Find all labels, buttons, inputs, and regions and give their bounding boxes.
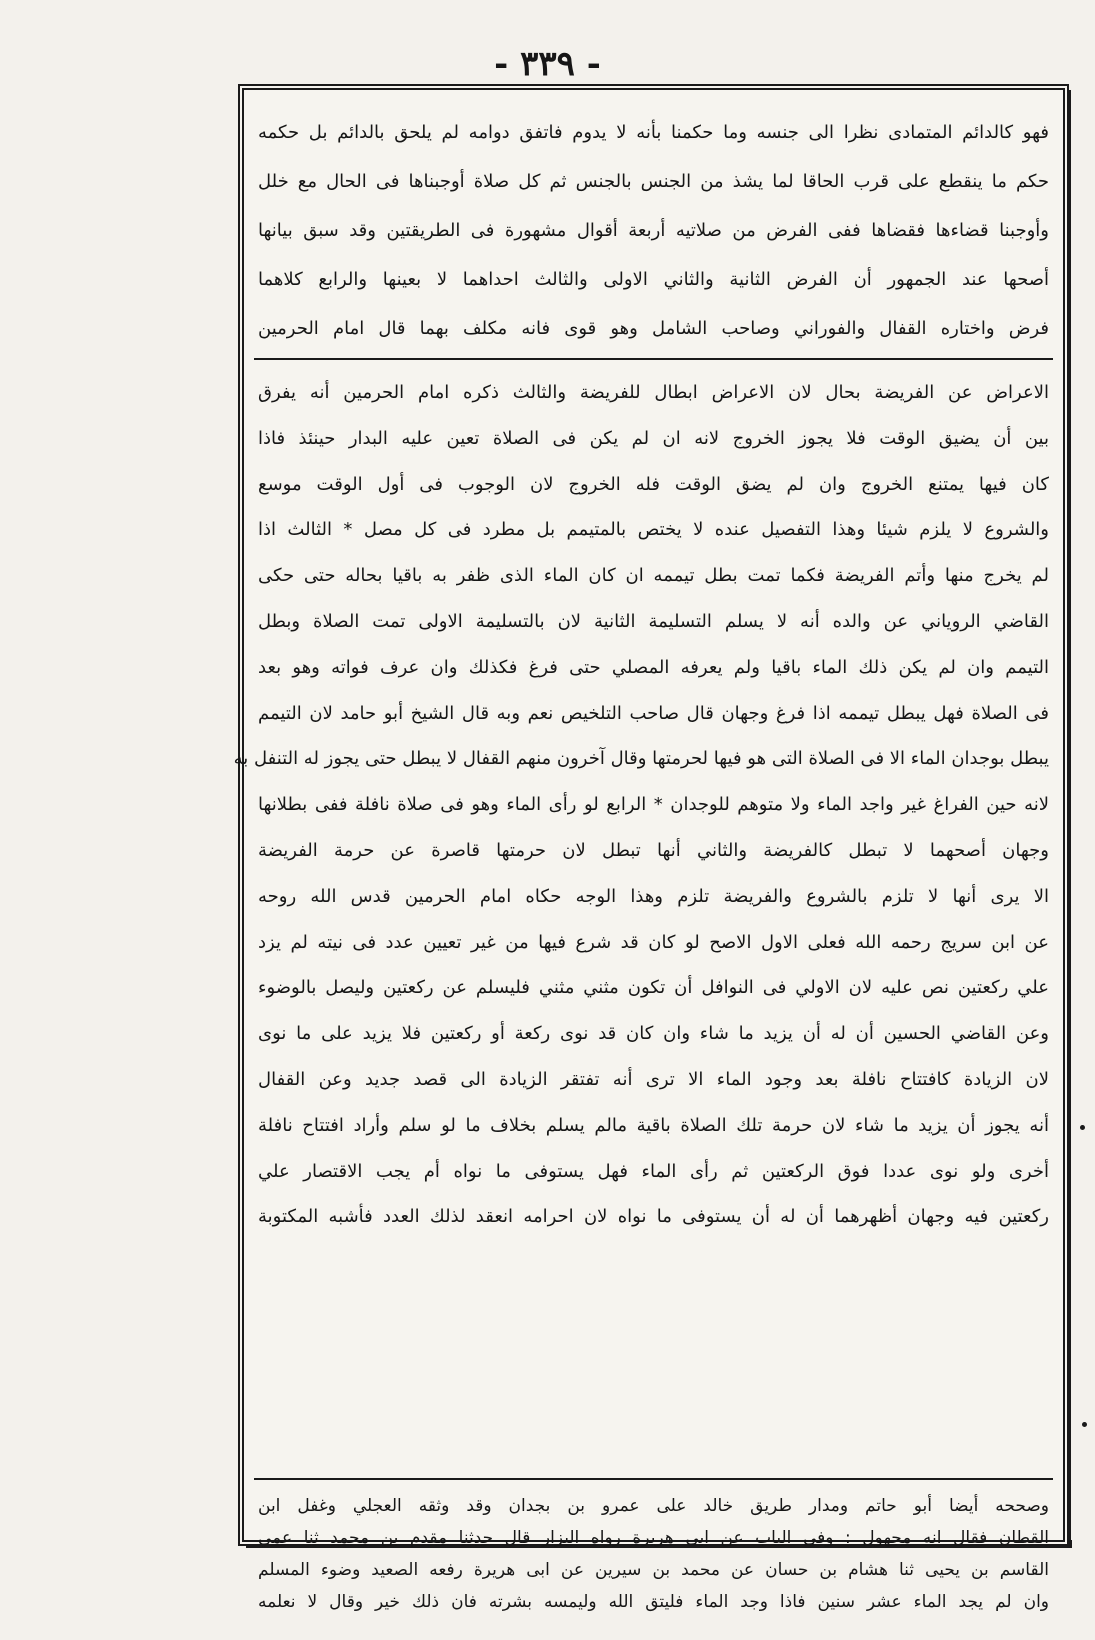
main-line: ركعتين فيه وجهان أظهرهما أن له أن يستوفى ما نواه لان احرامه انعقد لذلك العدد فأشبه المكتوبة bbox=[258, 1206, 1049, 1228]
page-frame bbox=[233, 84, 1069, 1612]
main-line: وعن القاضي الحسين أن له أن يزيد ما شاء وان كان قد نوى ركعة أو ركعتين فلا يزيد على ما نوى bbox=[258, 1023, 1049, 1045]
scan-mark bbox=[1080, 1125, 1085, 1130]
notes-text-block bbox=[258, 1490, 1049, 1640]
main-text-block bbox=[233, 370, 1049, 1475]
main-line: أنه يجوز أن يزيد ما شاء لان حرمة تلك الصلاة باقية مالم يسلم بخلاف ما لو سلم وأراد افتتاح نافلة bbox=[258, 1114, 1049, 1136]
scan-mark bbox=[1082, 1422, 1087, 1427]
note-line: القطان فقال انه مجهول : وفى الباب عن ابى هريرة رواه البزار قال حدثنا مقدم بن محمد ثنا عمي bbox=[258, 1528, 1049, 1548]
main-line: كان فيها يمتنع الخروج وان لم يضق الوقت فله الخروج لان الوجوب فى أول الوقت موسع bbox=[258, 473, 1049, 495]
main-line: فى الصلاة فهل يبطل تيممه اذا فرغ وجهان قال صاحب التلخيص نعم وبه قال الشيخ أبو حامد لان التيمم bbox=[258, 702, 1049, 724]
main-line: الاعراض عن الفريضة بحال لان الاعراض ابطال للفريضة والثالث ذكره امام الحرمين أنه يفرق bbox=[258, 382, 1049, 403]
section-divider bbox=[254, 1478, 1053, 1480]
main-line: الا يرى أنها لا تلزم بالشروع والفريضة تلزم وهذا الوجه حكاه امام الحرمين قدس الله روحه bbox=[258, 885, 1049, 907]
main-line: يبطل بوجدان الماء الا فى الصلاة التى هو فيها لحرمتها وقال آخرون منهم القفال لا يبطل حتى يجوز له التنفل به bbox=[233, 748, 1049, 770]
note-line: وصححه أيضا أبو حاتم ومدار طريق خالد على عمرو بن بجدان وقد وثقه العجلي وغفل ابن bbox=[258, 1496, 1049, 1516]
main-line: عن ابن سريج رحمه الله فعلى الاول الاصح لو كان قد شرع فيها من غير تعيين عدد فى نيته لم يزد bbox=[258, 931, 1049, 953]
main-line: لان الزيادة كافتتاح نافلة بعد وجود الماء الا ترى أنه تفتقر الزيادة الى قصد جديد وعن القفال bbox=[258, 1068, 1049, 1090]
top-text-block bbox=[258, 108, 1049, 353]
top-line: فرض واختاره القفال والفوراني وصاحب الشامل وهو قوى فانه مكلف بهما قال امام الحرمين bbox=[258, 318, 1049, 339]
main-line: أخرى ولو نوى عددا فوق الركعتين ثم رأى الماء فهل يستوفى ما نواه أم يجب الاقتصار علي bbox=[258, 1160, 1049, 1182]
main-line: وجهان أصحهما لا تبطل كالفريضة والثاني أنها تبطل لان حرمتها قاصرة عن حرمة الفريضة bbox=[258, 839, 1049, 861]
top-line: أصحها عند الجمهور أن الفرض الثانية والثاني الاولى والثالث احداهما لا بعينها والرابع كلاهما bbox=[258, 269, 1049, 290]
main-line: لم يخرج منها وأتم الفريضة فكما تمت بطل تيممه ان كان الماء الذى ظفر به باقيا بحاله حتى حكى bbox=[258, 565, 1049, 587]
section-divider bbox=[254, 358, 1053, 360]
main-line: علي ركعتين نص عليه لان الاولي فى النوافل أن تكون مثني مثني فليسلم عن ركعتين وليصل بالوضوء bbox=[258, 977, 1049, 999]
main-line: القاضي الروياني عن والده أنه لا يسلم التسليمة الثانية لان بالتسليمة الاولى تمت الصلاة وبطل bbox=[258, 610, 1049, 632]
top-line: حكم ما ينقطع على قرب الحاقا لما يشذ من الجنس بالجنس ثم كل صلاة أوجبناها فى الحال مع خلل bbox=[258, 171, 1049, 192]
page-number: - ٣٣٩ - bbox=[494, 44, 601, 84]
note-line: وان لم يجد الماء عشر سنين فاذا وجد الماء فليتق الله وليمسه بشرته فان ذلك خير وقال لا نعلمه bbox=[258, 1592, 1049, 1612]
note-line: القاسم بن يحيى ثنا هشام بن حسان عن محمد بن سيرين عن ابى هريرة رفعه الصعيد وضوء المسلم bbox=[258, 1560, 1049, 1580]
main-line: بين أن يضيق الوقت فلا يجوز الخروج لانه ان لم يكن فى الصلاة تعين عليه البدار حينئذ فاذا bbox=[258, 427, 1049, 449]
main-line: والشروع لا يلزم شيئا وهذا التفصيل عنده لا يختص بالمتيمم بل مطرد فى كل مصل * الثالث اذا bbox=[258, 519, 1049, 541]
top-line: وأوجبنا قضاءها فقضاها ففى الفرض من صلاتيه أربعة أقوال مشهورة فى الطريقتين وقد سبق بيانها bbox=[258, 220, 1049, 241]
main-line: التيمم وان لم يكن ذلك الماء باقيا ولم يعرفه المصلي حتى فرغ فكذلك وان عرف فواته وهو بعد bbox=[258, 656, 1049, 678]
main-line: لانه حين الفراغ غير واجد الماء ولا متوهم للوجدان * الرابع لو رأى الماء وهو فى صلاة نافلة ففى بطلانها bbox=[258, 794, 1049, 816]
top-line: فهو كالدائم المتمادى نظرا الى جنسه وما حكمنا بأنه لا يدوم فاتفق دوامه لم يلحق بالدائم بل حكمه bbox=[258, 122, 1049, 143]
